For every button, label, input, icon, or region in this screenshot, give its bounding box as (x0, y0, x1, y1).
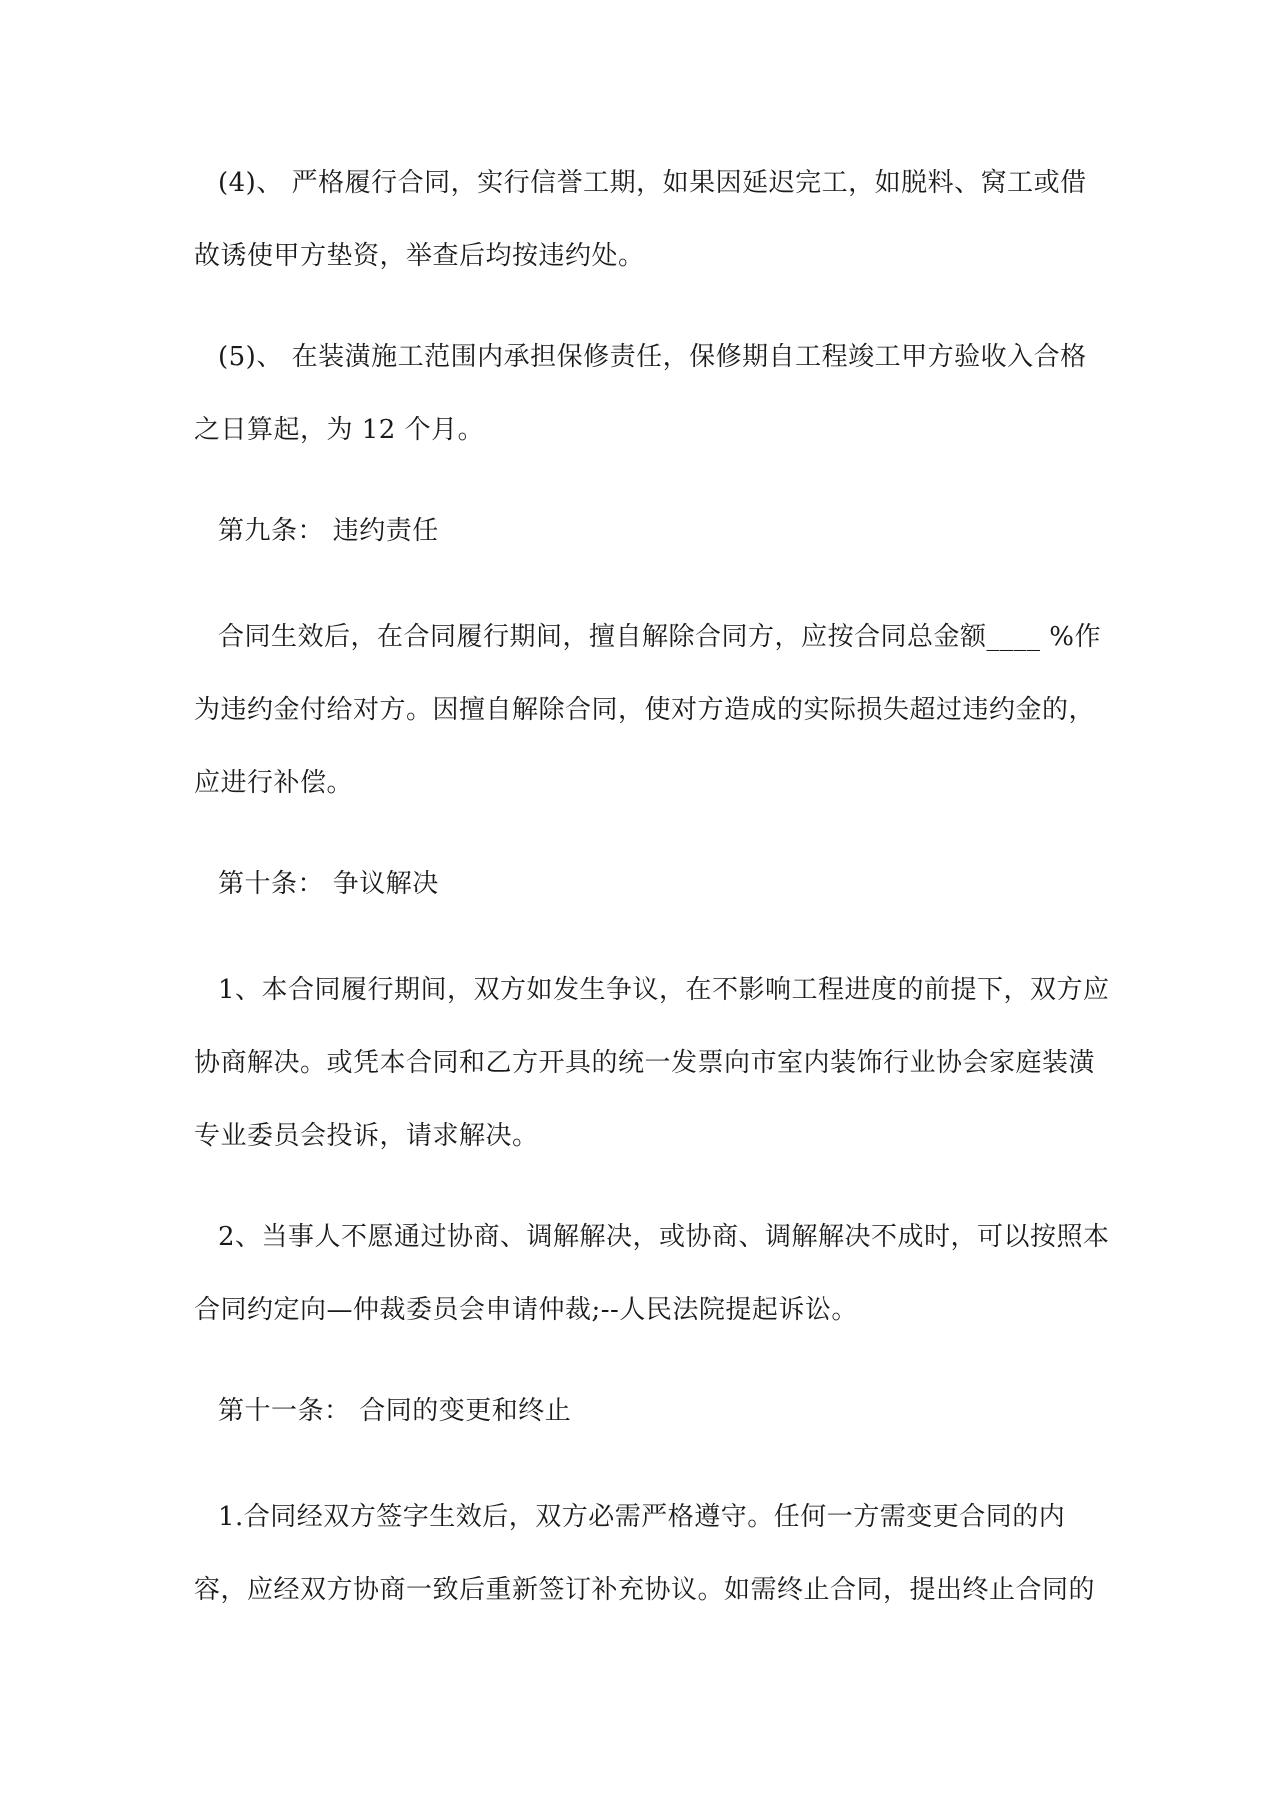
article-9-line-2: 为违约金付给对方。因擅自解除合同，使对方造成的实际损失超过违约金的， (194, 695, 1096, 725)
article-9-line-3: 应进行补偿。 (194, 768, 354, 798)
article-9-heading: 第九条： 违约责任 (218, 516, 439, 546)
article-10-heading: 第十条： 争议解决 (218, 869, 439, 899)
article-11-heading: 第十一条： 合同的变更和终止 (218, 1396, 572, 1426)
article-10-clause-1-line-2: 协商解决。或凭本合同和乙方开具的统一发票向市室内装饰行业协会家庭装潢 (194, 1048, 1096, 1078)
item-4-line-1: (4)、 严格履行合同，实行信誉工期，如果因延迟完工，如脱料、窝工或借 (218, 168, 1087, 198)
article-11-clause-1-line-1: 1.合同经双方签字生效后，双方必需严格遵守。任何一方需变更合同的内 (218, 1502, 1066, 1532)
article-10-clause-1-line-3: 专业委员会投诉，请求解决。 (194, 1121, 539, 1151)
article-11-clause-1-line-2: 容，应经双方协商一致后重新签订补充协议。如需终止合同，提出终止合同的 (194, 1575, 1096, 1605)
item-4-line-2: 故诱使甲方垫资，举查后均按违约处。 (194, 241, 645, 271)
article-10-clause-1-line-1: 1、本合同履行期间，双方如发生争议，在不影响工程进度的前提下，双方应 (218, 975, 1110, 1005)
item-5-line-1: (5)、 在装潢施工范围内承担保修责任，保修期自工程竣工甲方验收入合格 (218, 342, 1087, 372)
item-5-line-2: 之日算起，为 12 个月。 (194, 415, 485, 445)
article-9-line-1: 合同生效后，在合同履行期间，擅自解除合同方，应按合同总金额____ %作 (218, 622, 1101, 652)
article-10-clause-2-line-2: 合同约定向—仲裁委员会申请仲裁;--人民法院提起诉讼。 (194, 1295, 858, 1325)
article-10-clause-2-line-1: 2、当事人不愿通过协商、调解解决，或协商、调解解决不成时，可以按照本 (218, 1222, 1110, 1252)
